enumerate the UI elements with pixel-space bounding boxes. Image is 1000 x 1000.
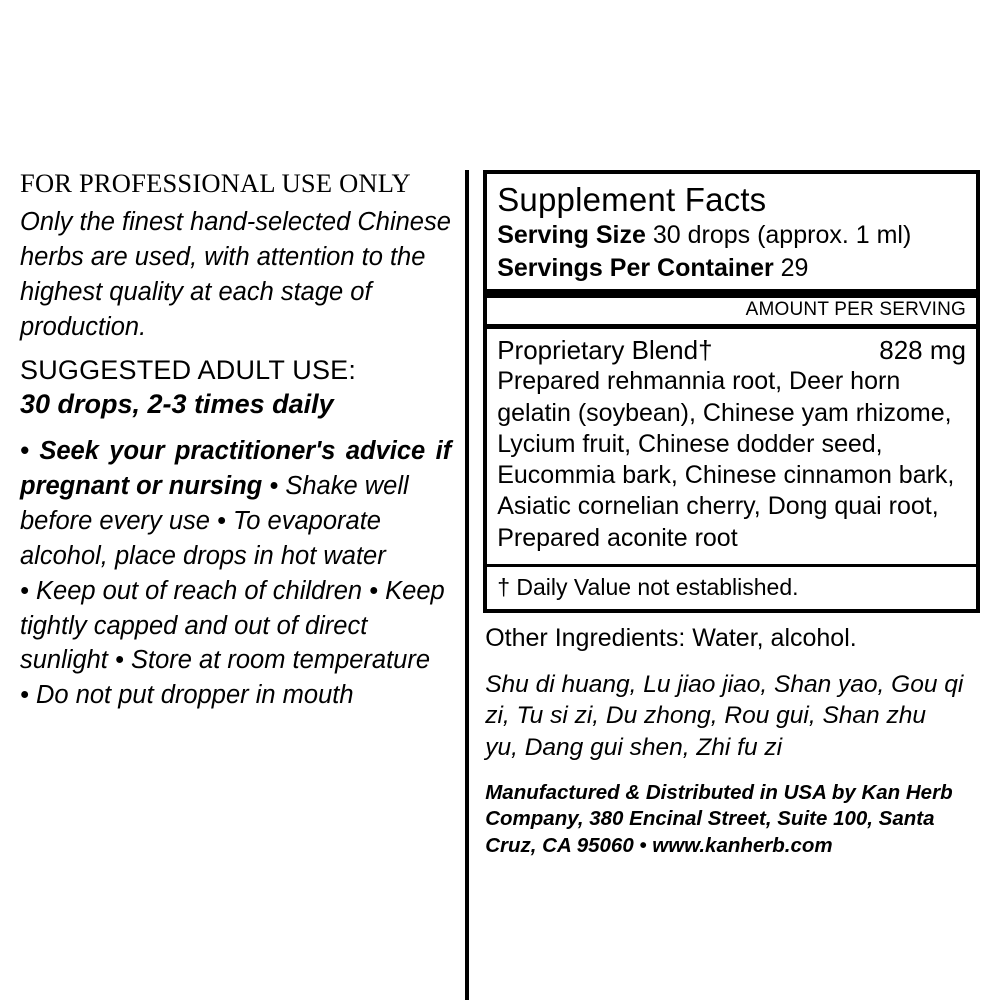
cautions-paragraph [20,434,451,713]
pinyin-line: yu, Dang gui shen, Zhi fu zi [485,734,783,762]
caution-line: before every use • To evaporate [20,506,381,535]
pinyin-line: Shu di huang, Lu jiao jiao, Shan yao, Gou qi [485,670,964,698]
other-ingredients: Other Ingredients: Water, alcohol. [485,624,857,653]
caution-line: tightly capped and out of direct [20,611,368,640]
supplement-facts-title: Supplement Facts [497,181,767,218]
proprietary-blend-row [487,329,976,366]
proprietary-blend-label: Proprietary Blend† [497,335,713,366]
serving-size-label: Serving Size [497,221,646,250]
servings-per-container-value: 29 [780,253,809,282]
amount-per-serving-header: AMOUNT PER SERVING [745,299,966,321]
intro-line: highest quality at each stage of [20,277,372,306]
serving-size-value: 30 drops (approx. 1 ml) [652,221,912,250]
manufacturer-line: Company, 380 Encinal Street, Suite 100, Santa [485,807,935,831]
caution-line: sunlight • Store at room temperature [20,646,431,675]
daily-value-note: † Daily Value not established. [497,573,799,600]
serving-size-row [487,218,976,251]
manufacturer-info [483,764,980,859]
suggested-use-heading: SUGGESTED ADULT USE: [20,354,357,385]
ingredient-line: Lycium fruit, Chinese dodder seed, [497,429,883,458]
divider-thick [487,289,976,298]
supplement-facts-box [483,170,980,613]
caution-line: • Do not put dropper in mouth [20,681,354,710]
intro-line: production. [20,312,147,341]
professional-use-heading: FOR PROFESSIONAL USE ONLY [20,168,411,198]
proprietary-blend-amount: 828 mg [879,335,966,366]
ingredient-line: Prepared rehmannia root, Deer horn [497,367,901,396]
pinyin-ingredient-list [483,655,980,765]
intro-line: Only the finest hand-selected Chinese [20,207,451,236]
right-panel [469,170,980,1000]
intro-line: herbs are used, with attention to the [20,242,426,271]
manufacturer-line: Cruz, CA 95060 • www.kanherb.com [485,833,833,857]
caution-line: • Shake well [262,471,409,500]
suggested-dose: 30 drops, 2-3 times daily [20,388,334,419]
caution-line: alcohol, place drops in hot water [20,541,386,570]
servings-per-container-label: Servings Per Container [497,253,774,282]
left-panel [20,170,469,1000]
intro-paragraph [20,205,451,345]
manufacturer-line: Manufactured & Distributed in USA by Kan Herb [485,781,953,805]
ingredient-line: gelatin (soybean), Chinese yam rhizome, [497,398,952,427]
ingredient-line: Asiatic cornelian cherry, Dong quai root, [497,492,939,521]
ingredient-line: Prepared aconite root [497,523,738,552]
caution-line: • Keep out of reach of children • Keep [20,576,445,605]
servings-per-container-row [487,251,976,284]
ingredient-list [487,366,976,564]
ingredient-line: Eucommia bark, Chinese cinnamon bark, [497,461,955,490]
pinyin-line: zi, Tu si zi, Du zhong, Rou gui, Shan zhu [485,702,926,730]
caution-bold-text: • Seek your practitioner's advice if pregnant or nursing [20,436,452,500]
